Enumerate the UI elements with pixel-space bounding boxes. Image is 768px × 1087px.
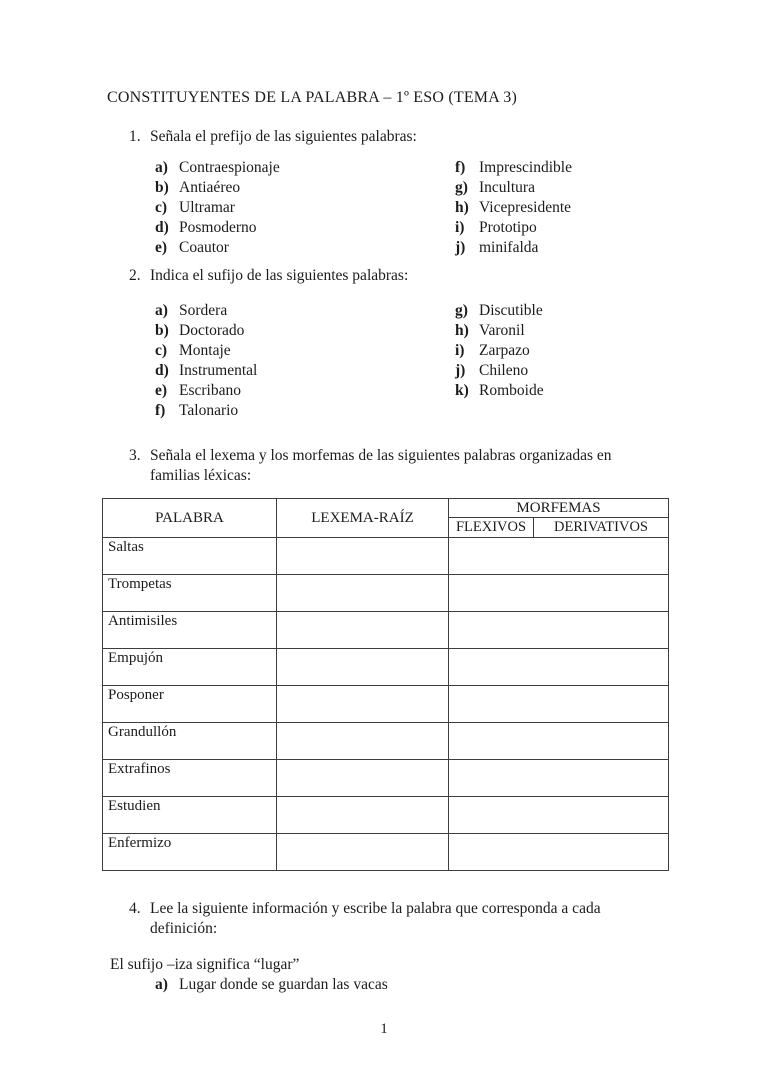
list-item (155, 361, 257, 381)
morfemas-cell-empty (449, 612, 669, 649)
column-header-flexivos: FLEXIVOS (449, 518, 534, 538)
item-word: Romboide (479, 382, 544, 399)
item-word: Chileno (479, 362, 529, 379)
exercise-2-number: 2. (129, 267, 141, 284)
item-word: Doctorado (179, 322, 245, 339)
column-header-palabra: PALABRA (103, 499, 277, 538)
table-row (103, 538, 669, 575)
lexema-cell-empty (277, 612, 449, 649)
exercise-2-list-left (155, 301, 257, 421)
column-header-lexema-raiz: LEXEMA-RAÍZ (277, 499, 449, 538)
item-word: Vicepresidente (479, 199, 572, 216)
item-letter: i) (455, 342, 465, 359)
morfemas-cell-empty (449, 575, 669, 612)
lexema-cell-empty (277, 538, 449, 575)
item-letter: a) (155, 976, 168, 993)
table-row (103, 723, 669, 760)
palabra-cell: Antimisiles (103, 612, 277, 649)
item-word: Discutible (479, 302, 543, 319)
item-word: Escribano (179, 382, 241, 399)
item-letter: h) (455, 322, 469, 339)
table-row (103, 575, 669, 612)
item-word: Varonil (479, 322, 525, 339)
item-word: Sordera (179, 302, 228, 319)
column-header-derivativos: DERIVATIVOS (534, 518, 669, 538)
lexema-cell-empty (277, 686, 449, 723)
exercise-2-heading (129, 266, 408, 286)
column-header-morfemas: MORFEMAS (449, 499, 669, 518)
exercise-4-number: 4. (129, 900, 141, 917)
item-word: Ultramar (179, 199, 235, 216)
page-number: 1 (380, 1021, 388, 1037)
item-letter: d) (155, 219, 169, 236)
list-item (155, 238, 280, 258)
list-item (155, 401, 257, 421)
item-letter: b) (155, 322, 169, 339)
exercise-1-prompt: Señala el prefijo de las siguientes palabras: (150, 128, 417, 145)
morfemas-cell-empty (449, 834, 669, 871)
item-letter: c) (155, 342, 168, 359)
item-letter: j) (455, 239, 466, 256)
list-item (455, 178, 572, 198)
morfemas-cell-empty (449, 538, 669, 575)
list-item (455, 218, 572, 238)
exercise-1-list-left (155, 158, 280, 258)
list-item (155, 198, 280, 218)
lexema-cell-empty (277, 797, 449, 834)
morfemas-cell-empty (449, 686, 669, 723)
table-row (103, 686, 669, 723)
table-row (103, 649, 669, 686)
item-letter: g) (455, 302, 468, 319)
item-word: Prototipo (479, 219, 537, 236)
list-item (455, 301, 544, 321)
table-row (103, 797, 669, 834)
table-row (103, 612, 669, 649)
exercise-1-heading (129, 127, 417, 147)
item-word: minifalda (479, 239, 539, 256)
table-row (103, 834, 669, 871)
item-letter: a) (155, 159, 168, 176)
list-item (155, 341, 257, 361)
list-item (155, 158, 280, 178)
exercise-4-prompt-line1: Lee la siguiente información y escribe la palabra que corresponda a cada (150, 900, 601, 917)
page-title: CONSTITUYENTES DE LA PALABRA – 1º ESO (TEMA 3) (107, 89, 518, 106)
item-letter: k) (455, 382, 469, 399)
exercise-4-prompt-line2: definición: (150, 920, 218, 937)
item-word: Antiaéreo (179, 179, 241, 196)
item-word: Contraespionaje (179, 159, 280, 176)
item-letter: g) (455, 179, 468, 196)
item-letter: j) (455, 362, 466, 379)
morfemas-cell-empty (449, 649, 669, 686)
lexema-cell-empty (277, 575, 449, 612)
morfemas-cell-empty (449, 797, 669, 834)
exercise-3-number: 3. (129, 447, 141, 464)
exercise-2-prompt: Indica el sufijo de las siguientes palabras: (150, 267, 409, 284)
list-item (455, 321, 544, 341)
lexema-cell-empty (277, 760, 449, 797)
item-text: Lugar donde se guardan las vacas (179, 976, 388, 993)
lexema-cell-empty (277, 649, 449, 686)
item-word: Posmoderno (179, 219, 257, 236)
morphemes-table (102, 498, 669, 871)
exercise-4-heading (129, 899, 601, 939)
item-word: Zarpazo (479, 342, 530, 359)
list-item (455, 238, 572, 258)
item-letter: b) (155, 179, 169, 196)
suffix-note: El sufijo –iza significa “lugar” (110, 956, 300, 973)
item-word: Incultura (479, 179, 535, 196)
palabra-cell: Posponer (103, 686, 277, 723)
list-item (455, 158, 572, 178)
palabra-cell: Enfermizo (103, 834, 277, 871)
exercise-3-heading (129, 446, 612, 486)
exercise-3-prompt-line1: Señala el lexema y los morfemas de las siguientes palabras organizadas en (150, 447, 612, 464)
exercise-1-list-right (455, 158, 572, 258)
palabra-cell: Trompetas (103, 575, 277, 612)
definition-item-a (155, 975, 388, 995)
exercise-1-number: 1. (129, 128, 141, 145)
item-letter: d) (155, 362, 169, 379)
item-letter: f) (455, 159, 466, 176)
table-header-row (103, 499, 669, 518)
exercise-3-prompt-line2: familias léxicas: (150, 467, 252, 484)
palabra-cell: Saltas (103, 538, 277, 575)
lexema-cell-empty (277, 834, 449, 871)
palabra-cell: Estudien (103, 797, 277, 834)
item-letter: i) (455, 219, 465, 236)
list-item (155, 218, 280, 238)
morfemas-cell-empty (449, 760, 669, 797)
item-letter: h) (455, 199, 469, 216)
list-item (155, 178, 280, 198)
table-row (103, 760, 669, 797)
item-word: Imprescindible (479, 159, 572, 176)
list-item (455, 381, 544, 401)
item-letter: e) (155, 239, 168, 256)
list-item (155, 321, 257, 341)
list-item (455, 361, 544, 381)
list-item (155, 301, 257, 321)
palabra-cell: Grandullón (103, 723, 277, 760)
morfemas-cell-empty (449, 723, 669, 760)
item-word: Talonario (179, 402, 239, 419)
list-item (155, 381, 257, 401)
item-word: Montaje (179, 342, 231, 359)
list-item (455, 198, 572, 218)
item-letter: c) (155, 199, 168, 216)
palabra-cell: Extrafinos (103, 760, 277, 797)
list-item (455, 341, 544, 361)
item-letter: a) (155, 302, 168, 319)
item-letter: f) (155, 402, 166, 419)
item-word: Coautor (179, 239, 229, 256)
item-word: Instrumental (179, 362, 258, 379)
item-letter: e) (155, 382, 168, 399)
lexema-cell-empty (277, 723, 449, 760)
exercise-2-list-right (455, 301, 544, 401)
palabra-cell: Empujón (103, 649, 277, 686)
